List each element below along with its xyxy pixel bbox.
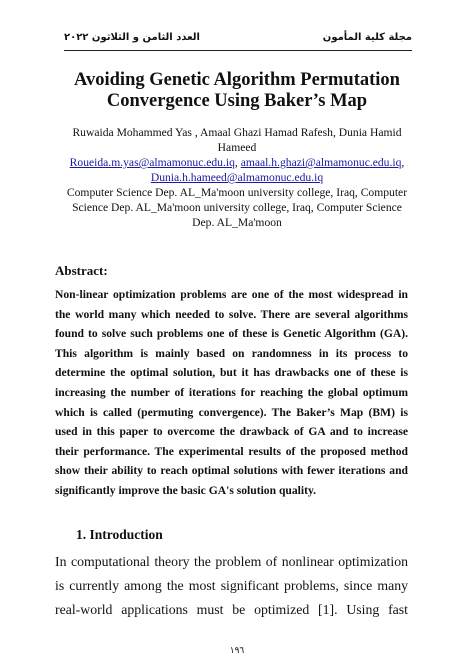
authors-line: Ruwaida Mohammed Yas , Amaal Ghazi Hamad Rafesh, Dunia Hamid (72, 126, 402, 139)
author-block (56, 125, 418, 230)
header-divider (64, 50, 412, 51)
page-number: ١٩٦ (229, 646, 245, 656)
issue-label: العدد الثامن و الثلاثون ٢٠٢٢ (64, 32, 200, 43)
abstract-line: their performance. The experimental results of the proposed method (55, 444, 408, 458)
authors-line: Hameed (217, 141, 257, 154)
emails-line (56, 170, 418, 185)
abstract-line: found to solve such problems one of these is Genetic Algorithm (GA). (55, 327, 408, 341)
affiliation-line: Science Dep. AL_Ma'moon university college, Iraq, Computer Science (72, 201, 402, 214)
abstract-line: the world many which needed to solve. There are several algorithms (55, 307, 408, 321)
introduction-line: real-world applications must be optimized [1]. Using fast (55, 602, 408, 617)
journal-name: مجلة كلية المأمون (322, 32, 412, 43)
abstract-line: increasing the number of iterations for reaching the global optimum (55, 385, 408, 399)
title-line: Avoiding Genetic Algorithm Permutation (74, 70, 400, 90)
abstract-body (55, 285, 408, 501)
abstract-line: This algorithm is mainly based on randomness in its process to (55, 346, 408, 360)
abstract-line: significantly improve the basic GA's solution quality. (55, 483, 317, 497)
email-link-3[interactable]: Dunia.h.hameed@almamonuc.edu.iq (150, 171, 324, 184)
abstract-heading: Abstract: (55, 263, 108, 278)
introduction-line: In computational theory the problem of nonlinear optimization (55, 554, 408, 569)
title-line: Convergence Using Baker’s Map (106, 91, 368, 111)
abstract-line: Non-linear optimization problems are one of the most widespread in (55, 288, 408, 301)
emails-line: Roueida.m.yas@almamonuc.edu.iq, amaal.h.ghazi@almamonuc.edu.iq, (69, 156, 405, 169)
abstract-line: determine the optimal solution, but it has drawbacks one of these is (55, 366, 408, 380)
introduction-heading: 1. Introduction (76, 527, 163, 542)
abstract-line: show their ability to reach optimal solutions with fewer iterations and (55, 464, 408, 478)
running-header (64, 32, 412, 43)
abstract-line: used in this paper to overcome the drawback of GA and to increase (55, 425, 408, 439)
introduction-line: is currently among the most significant problems, since many (55, 578, 408, 593)
introduction-body (55, 550, 408, 622)
affiliation-line: Dep. AL_Ma'moon (192, 216, 282, 229)
paper-title (40, 70, 434, 112)
email-link-2[interactable]: amaal.h.ghazi@almamonuc.edu.iq (240, 156, 402, 169)
abstract-line: which is called (permuting convergence). The Baker’s Map (BM) is (55, 405, 408, 419)
affiliation-line: Computer Science Dep. AL_Ma'moon university college, Iraq, Computer (66, 186, 408, 199)
email-link-1[interactable]: Roueida.m.yas@almamonuc.edu.iq (69, 156, 235, 169)
